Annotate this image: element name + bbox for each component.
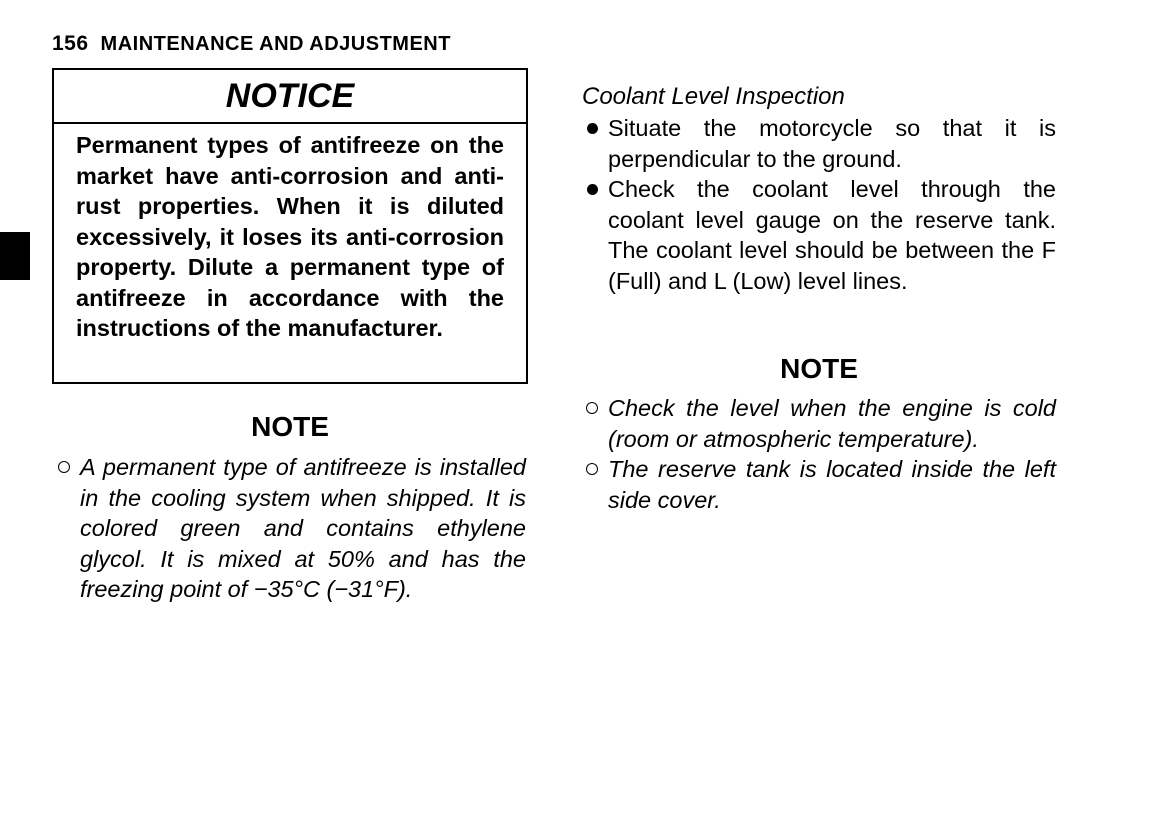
- notice-title: NOTICE: [54, 70, 526, 124]
- note-item-text: A permanent type of antifreeze is installed in the cooling system when shipped. It is colored green and contains ethylene glycol. It is mixed at 50% and has the freezing point of −35°C (−31°F).: [80, 454, 526, 602]
- left-note-heading: NOTE: [251, 411, 329, 442]
- page-header: [52, 32, 451, 56]
- right-note-list: [582, 393, 1056, 515]
- notice-body: Permanent types of antifreeze on the market have anti-corrosion and anti-rust properties. When it is diluted excessively, it loses its anti-corrosion property. Dilute a permanent type of antifreeze in accordance with the instructions of the manufacturer.: [76, 132, 504, 341]
- right-note-heading: NOTE: [780, 353, 858, 384]
- circle-bullet-icon: [586, 463, 598, 475]
- dot-bullet-icon: [587, 123, 598, 134]
- note-item: [582, 454, 1056, 515]
- circle-bullet-icon: [58, 461, 70, 473]
- coolant-inspection-steps: [582, 113, 1056, 296]
- left-note-list: [54, 452, 526, 605]
- step-item: [582, 113, 1056, 174]
- section-title: MAINTENANCE AND ADJUSTMENT: [100, 33, 451, 55]
- notice-box: [52, 68, 528, 384]
- page-number: 156: [52, 32, 89, 55]
- note-item: [582, 393, 1056, 454]
- step-text: Check the coolant level through the coolant level gauge on the reserve tank. The coolant level should be between the F (Full) and L (Low) level lines.: [608, 176, 1056, 294]
- circle-bullet-icon: [586, 402, 598, 414]
- note-item-text: The reserve tank is located inside the left side cover.: [608, 456, 1056, 513]
- dot-bullet-icon: [587, 184, 598, 195]
- step-text: Situate the motorcycle so that it is perpendicular to the ground.: [608, 115, 1056, 172]
- section-tab-marker: [0, 232, 30, 280]
- note-item: [54, 452, 526, 605]
- step-item: [582, 174, 1056, 296]
- note-item-text: Check the level when the engine is cold (room or atmospheric temperature).: [608, 395, 1056, 452]
- coolant-inspection-title: Coolant Level Inspection: [582, 83, 845, 110]
